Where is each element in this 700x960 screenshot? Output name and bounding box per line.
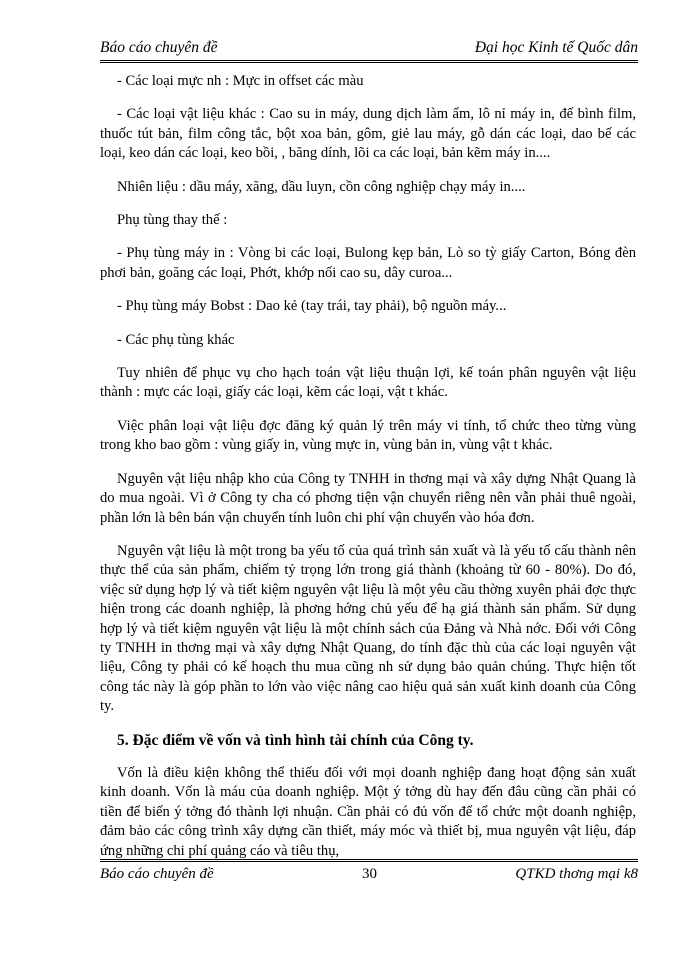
- page-number: 30: [362, 866, 377, 882]
- header-university: Đại học Kinh tế Quốc dân: [474, 39, 638, 56]
- footer-report-title: Báo cáo chuyên đề: [100, 866, 214, 882]
- paragraph-ink-types: - Các loại mực nh : Mực in offset các màu: [117, 73, 364, 89]
- paragraph-capital: Vốn là điều kiện không thể thiếu đối với mọi doanh nghiệp đang hoạt động sản xuất kinh doanh. Vốn là máu của doanh nghiệp. Một ý tởng dù hay đến đâu cũng cần phải có tiền để biến ý tởng đó thành lợi nhuận. Cần phải có đủ vốn để tổ chức một doanh nghiệp, đảm bảo các công trình xây dựng cần thiết, máy móc và thiết bị, mua nguyên vật liệu, đáp ứng những chi phí quảng cáo và tiêu thụ,: [100, 764, 636, 859]
- paragraph-other-parts: - Các phụ tùng khác: [117, 331, 235, 348]
- header-report-title: Báo cáo chuyên đề: [100, 39, 218, 56]
- paragraph-printer-parts: - Phụ tùng máy in : Vòng bi các loại, Bulong kẹp bản, Lò so tỳ giấy Carton, Bóng đèn phơi bản, goăng các loại, Phớt, khớp nối cao su, dây curoa...: [100, 245, 636, 281]
- section-heading: 5. Đặc điểm về vốn và tình hình tài chính của Công ty.: [117, 731, 474, 749]
- footer-course: QTKD thơng mại k8: [515, 866, 638, 882]
- paragraph-material-sourcing: Nguyên vật liệu nhập kho của Công ty TNHH in thơng mại và xây dựng Nhật Quang là do mua ngoài. Vì ở Công ty cha có phơng tiện vận chuyển riêng nên vẫn phải thuê ngoài, phần lớn là bên bán vận chuyển tính luôn chi phí vận chuyển vào hóa đơn.: [100, 470, 636, 526]
- paragraph-spare-parts-title: Phụ tùng thay thế :: [117, 212, 228, 229]
- page-footer: [100, 859, 638, 882]
- paragraph-storage-zones: Việc phân loại vật liệu đợc đăng ký quản lý trên máy vi tính, tổ chức theo từng vùng trong kho bao gồm : vùng giấy in, vùng mực in, vùng bản in, vùng vật t khác.: [100, 417, 636, 454]
- paragraph-material-importance: Nguyên vật liệu là một trong ba yếu tố của quá trình sản xuất và là yếu tố cấu thành nên thực thể của sản phẩm, chiếm tỷ trọng lớn trong giá thành (khoảng từ 60 - 80%). Do đó, việc sử dụng hợp lý và tiết kiệm nguyên vật liệu là một yêu cầu thờng xuyên phải đợc thực hiện trong các doanh nghiệp, là phơng hớng chủ yếu để hạ giá thành sản phẩm. Sử dụng hợp lý và tiết kiệm nguyên vật liệu là một chính sách của Đảng và Nhà nớc. Đối với Công ty TNHH in thơng mại và xây dựng Nhật Quang, do tính đặc thù của các loại nguyên vật liệu, Công ty phải có kế hoạch thu mua cũng nh sử dụng bảo quản chúng. Thực hiện tốt công tác này là góp phần to lớn vào việc nâng cao hiệu quả sản xuất kinh doanh của Công ty.: [100, 542, 636, 715]
- paragraph-material-classification: Tuy nhiên để phục vụ cho hạch toán vật liệu thuận lợi, kế toán phân nguyên vật liệu thành : mực các loại, giấy các loại, kẽm các loại, vật t khác.: [100, 365, 636, 401]
- paragraph-other-materials: - Các loại vật liệu khác : Cao su in máy, dung dịch làm ẩm, lô nỉ máy in, đế bình film, thuốc tút bản, film công tắc, bột xoa bản, gôm, giẻ lau máy, gỗ dán các loại, dao bế các loại, keo dán các loại, keo bồi, , băng dính, lõi ca các loại, bản kẽm máy in....: [100, 106, 636, 162]
- paragraph-fuel: Nhiên liệu : dầu máy, xăng, dầu luyn, cồn công nghiệp chạy máy in....: [117, 178, 526, 195]
- paragraph-bobst-parts: - Phụ tùng máy Bobst : Dao kẻ (tay trái, tay phải), bộ nguồn máy...: [117, 298, 507, 315]
- page-header: [100, 38, 638, 63]
- document-body: [100, 72, 636, 875]
